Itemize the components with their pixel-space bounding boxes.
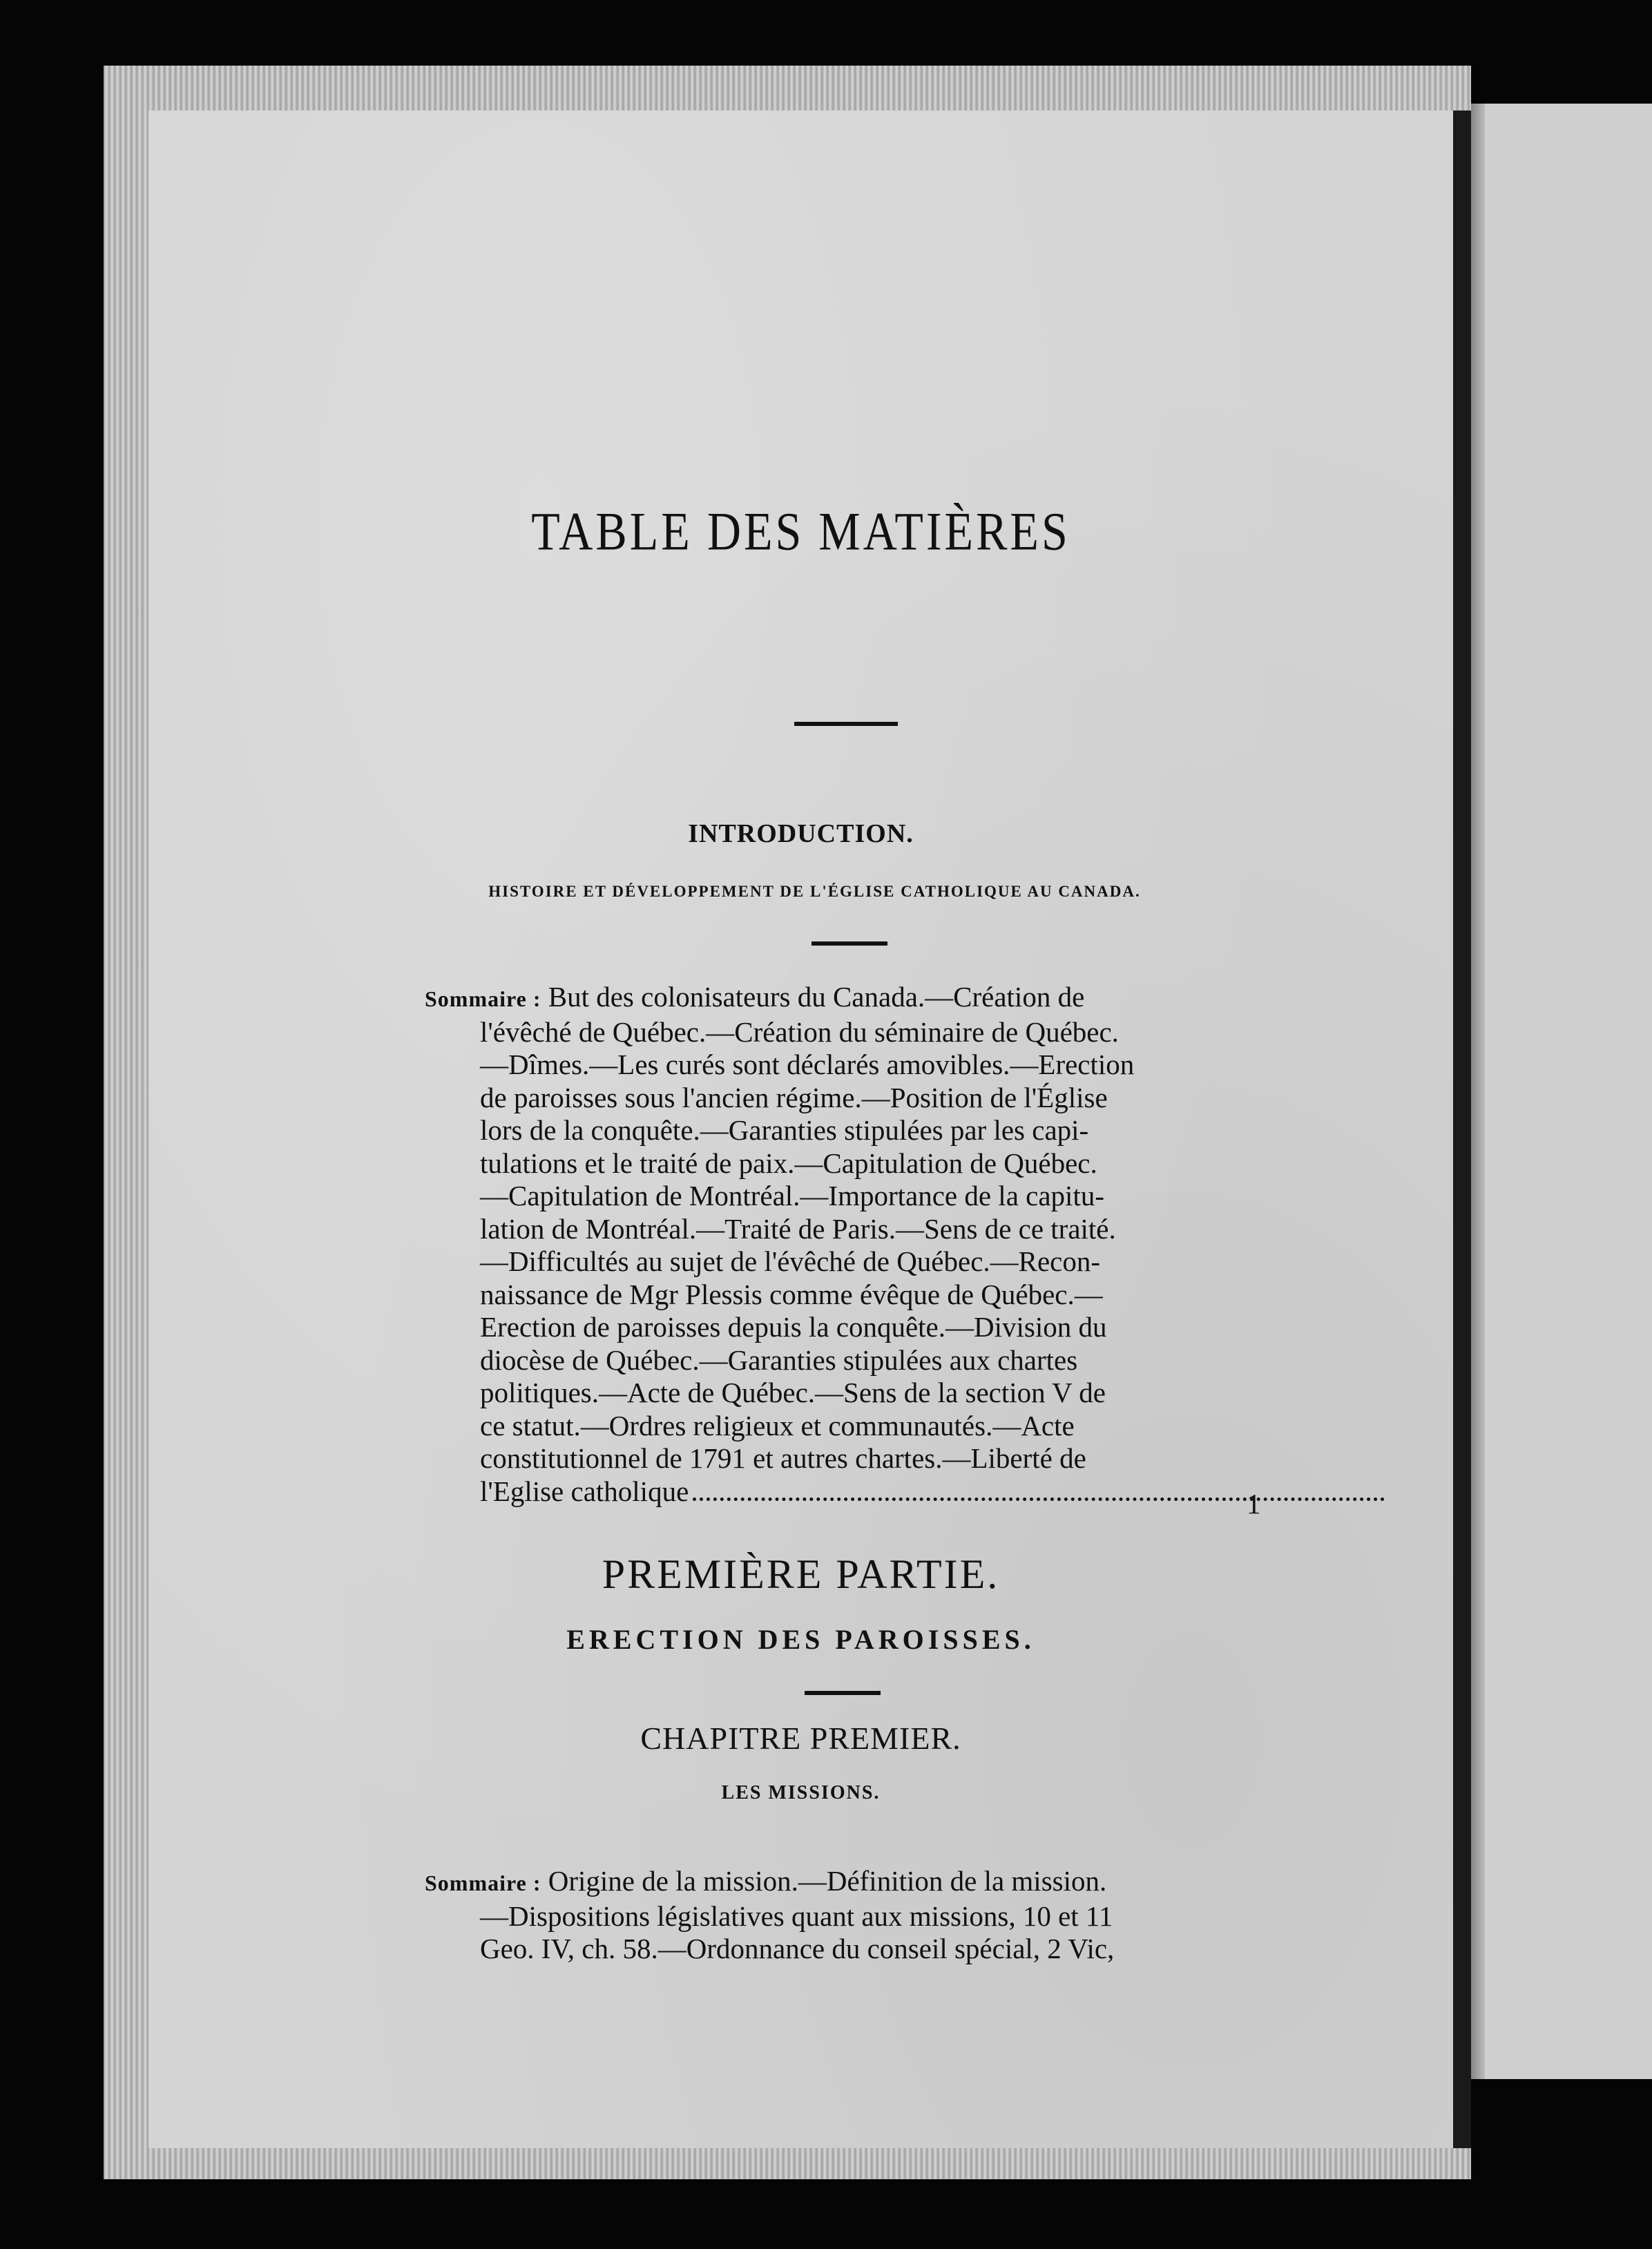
page-number: 1 [1247, 1488, 1261, 1520]
summary-line: Geo. IV, ch. 58.—Ordonnance du conseil spécial, 2 Vic, [480, 1933, 1115, 1964]
summary-line [425, 981, 1402, 1016]
chapter-title: CHAPITRE PREMIER. [640, 1721, 961, 1756]
summary-text: l'Eglise catholique [480, 1475, 689, 1507]
summary-line: constitutionnel de 1791 et autres chartes.—Liberté de [480, 1442, 1086, 1474]
part-subtitle: ERECTION DES PAROISSES. [566, 1624, 1035, 1655]
introduction-summary [425, 981, 1402, 1508]
summary-line: —Difficultés au sujet de l'évêché de Québec.—Recon- [480, 1245, 1101, 1277]
summary-line: politiques.—Acte de Québec.—Sens de la section V de [480, 1377, 1106, 1408]
summary-line: naissance de Mgr Plessis comme évêque de Québec.— [480, 1278, 1103, 1310]
introduction-divider [811, 941, 887, 946]
page-title: TABLE DES MATIÈRES [531, 501, 1070, 562]
dot-leader [693, 1497, 1385, 1501]
summary-line: ce statut.—Ordres religieux et communautés.—Acte [480, 1409, 1075, 1442]
title-divider [794, 722, 898, 726]
summary-label: Sommaire : [425, 986, 541, 1011]
part-title: PREMIÈRE PARTIE. [602, 1551, 1000, 1597]
summary-line: tulations et le traité de paix.—Capitulation de Québec. [480, 1147, 1097, 1179]
summary-line: —Capitulation de Montréal.—Importance de la capitu- [480, 1180, 1104, 1212]
summary-line: Erection de paroisses depuis la conquête.—Division du [480, 1311, 1107, 1343]
introduction-heading: INTRODUCTION. [688, 819, 914, 848]
chapter-subtitle: LES MISSIONS. [721, 1782, 881, 1803]
summary-text: Origine de la mission.—Définition de la mission. [548, 1865, 1107, 1897]
summary-line: diocèse de Québec.—Garanties stipulées aux chartes [480, 1343, 1078, 1376]
summary-line: l'évêché de Québec.—Création du séminaire de Québec. [480, 1015, 1119, 1048]
summary-line: lors de la conquête.—Garanties stipulées par les capi- [480, 1114, 1089, 1146]
summary-line: lation de Montréal.—Traité de Paris.—Sens de ce traité. [480, 1212, 1116, 1245]
summary-line: de paroisses sous l'ancien régime.—Position de l'Église [480, 1081, 1108, 1113]
summary-text: But des colonisateurs du Canada.—Création de [548, 981, 1085, 1013]
book-page [148, 111, 1471, 2148]
summary-line: —Dispositions législatives quant aux missions, 10 et 11 [480, 1899, 1113, 1932]
facing-page [1464, 104, 1652, 2079]
chapter-summary [425, 1865, 1402, 1966]
introduction-subheading: HISTOIRE ET DÉVELOPPEMENT DE L'ÉGLISE CATHOLIQUE AU CANADA. [488, 883, 1141, 900]
summary-label: Sommaire : [425, 1870, 541, 1895]
summary-line [425, 1865, 1402, 1900]
summary-line: —Dîmes.—Les curés sont déclarés amovibles.—Erection [480, 1049, 1135, 1080]
part-divider [805, 1691, 881, 1695]
